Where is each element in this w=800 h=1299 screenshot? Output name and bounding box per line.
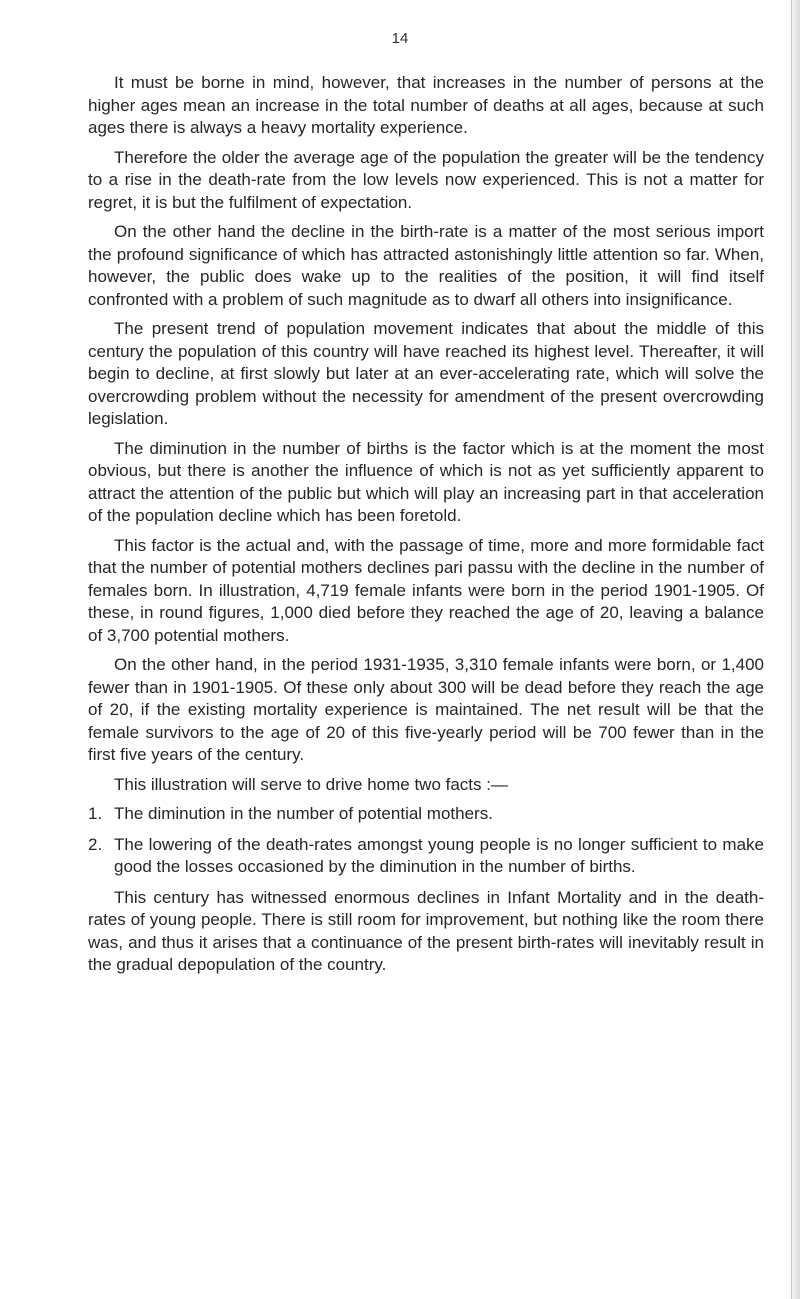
paragraph-birth-rate-decline: On the other hand the decline in the birth-rate is a matter of the most serious import the profound significance of which has attracted astonishingly little attention so far. When, however, the public does wake up to the realities of the position, it will find itself confronted with a problem of such magnitude as to dwarf all others into insignificance.: [88, 222, 764, 309]
page-number: 14: [391, 30, 409, 47]
paragraph-illustration-intro: This illustration will serve to drive home two facts :—: [114, 774, 508, 794]
paragraph-population-trend: The present trend of population movement indicates that about the middle of this century the population of this country will have reached its highest level. Thereafter, it will begin to decline, at first slowly but later at an ever-accelerating rate, which will solve the overcrowding problem without the necessity for amendment of the present overcrowding legislation.: [88, 319, 764, 428]
list-item-number: 1.: [88, 804, 103, 823]
facts-list: [88, 803, 764, 879]
paragraph-diminution-births: The diminution in the number of births is the factor which is at the moment the most obvious, but there is another the influence of which is not as yet sufficiently apparent to attract the attention of the public but which will play an increasing part in that acceleration of the population decline which has been foretold.: [88, 438, 764, 525]
page-binding-edge: [788, 0, 800, 1299]
list-item-text: The diminution in the number of potential mothers.: [114, 804, 493, 823]
list-item: [88, 803, 764, 826]
paragraph-closing: This century has witnessed enormous declines in Infant Mortality and in the death-rates of young people. There is still room for improvement, but nothing like the room there was, and thus it arises that a continuance of the present birth-rates will inevitably result in the gradual depopulation of the country.: [88, 887, 764, 974]
paragraph-higher-ages: It must be borne in mind, however, that increases in the number of persons at the higher ages mean an increase in the total number of deaths at all ages, because at such ages there is always a heavy mortality experience.: [88, 73, 764, 137]
list-item: [88, 834, 764, 879]
page-binding-line: [791, 0, 792, 1299]
list-item-number: 2.: [88, 834, 103, 854]
paragraph-period-comparison: On the other hand, in the period 1931-1935, 3,310 female infants were born, or 1,400 fewer than in 1901-1905. Of these only about 300 will be dead before they reach the age of 20, if the existing mortality experience is maintained. The net result will be that the female survivors to the age of 20 of this five-yearly period will be 700 fewer than in the first five years of the century.: [88, 655, 764, 764]
paragraph-average-age: Therefore the older the average age of the population the greater will be the tendency to a rise in the death-rate from the low levels now experienced. This is not a matter for regret, it is but the fulfilment of expectation.: [88, 147, 764, 212]
list-item-text: The lowering of the death-rates amongst young people is no longer sufficient to make good the losses occasioned by the diminution in the number of births.: [114, 834, 764, 876]
paragraph-potential-mothers: This factor is the actual and, with the passage of time, more and more formidable fact that the number of potential mothers declines pari passu with the decline in the number of females born. In illustration, 4,719 female infants were born in the period 1901-1905. Of these, in round figures, 1,000 died before they reached the age of 20, leaving a balance of 3,700 potential mothers.: [88, 535, 764, 645]
document-body: [88, 72, 764, 984]
